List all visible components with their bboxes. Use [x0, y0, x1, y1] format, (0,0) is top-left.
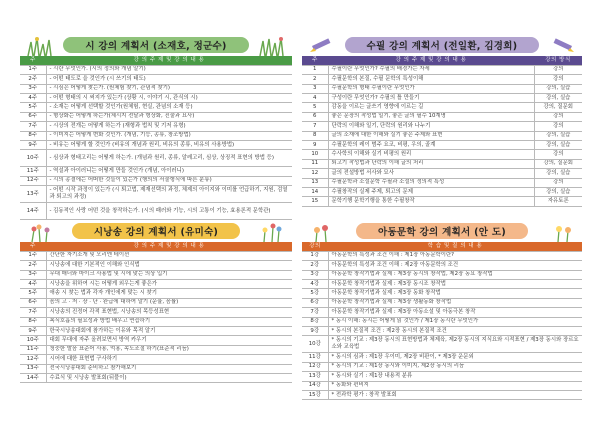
- week-cell: 2: [302, 75, 328, 84]
- table-row: [302, 362, 582, 371]
- week-cell: 2주: [20, 75, 46, 84]
- method-cell: 자유토론: [534, 197, 582, 206]
- syllabus-table: [302, 56, 582, 207]
- content-cell: 아동문학의 특성과 조건 이해 : 제2장 아동문학의 조건: [328, 261, 582, 270]
- week-cell: 15강: [302, 390, 328, 399]
- week-cell: 3강: [302, 270, 328, 279]
- week-cell: 14주: [20, 203, 46, 220]
- content-cell: 복식호흡의 필요성과 방법 배우고 연습하기: [46, 317, 292, 326]
- content-cell: 퇴고기 작성법과 단락의 이해 글의 처리: [328, 159, 534, 168]
- week-cell: 4주: [20, 280, 46, 289]
- week-cell: 9주: [20, 327, 46, 336]
- week-cell: 12: [302, 169, 328, 178]
- table-body: [302, 65, 582, 206]
- column-header-lecture: 강의: [302, 242, 328, 251]
- table-row: [302, 381, 582, 390]
- content-cell: 아동문학 창작기법과 실제 : 제3장 동화 창작법: [328, 289, 582, 298]
- week-cell: 2강: [302, 261, 328, 270]
- content-cell: * 동시의 기교 : 제1장 동시와 이미지, 제2장 동시의 리듬: [328, 362, 582, 371]
- week-cell: 7강: [302, 308, 328, 317]
- content-cell: 애송 시 찾는 법과 각자 개인에게 맞는 시 찾기: [46, 289, 292, 298]
- content-cell: - 시란 무엇인가. (시의 정의와 개념 알기): [46, 65, 292, 74]
- week-cell: 11주: [20, 167, 46, 176]
- syllabus-table: [302, 242, 582, 400]
- table-row: [302, 336, 582, 353]
- content-cell: 글의 전설방법 서사와 묘사: [328, 169, 534, 178]
- table-row: [20, 280, 292, 289]
- week-cell: 3주: [20, 84, 46, 93]
- panel-title: 수필 강의 계획서 (전일환, 김경희): [345, 37, 540, 53]
- week-cell: 1강: [302, 251, 328, 260]
- table-row: [20, 317, 292, 326]
- method-cell: 강의, 실습: [534, 84, 582, 93]
- table-row: [302, 84, 582, 93]
- week-cell: 8주: [20, 131, 46, 140]
- panel-title: 시 강의 계획서 (소재호, 정군수): [63, 37, 248, 53]
- column-header-content: 강 의 주 제 및 강 의 내 용: [46, 242, 292, 251]
- content-cell: 글의 소재에 대한 이해와 실기 좋은 주제와 표현: [328, 131, 534, 140]
- table-row: [20, 167, 292, 176]
- week-cell: 5주: [20, 103, 46, 112]
- content-cell: 전국시낭송대회 준비하고 참가해보기: [46, 364, 292, 373]
- method-cell: 강의: [534, 65, 582, 74]
- content-cell: 시낭송의 진정어 각적 표현법, 시낭송의 목등성표현: [46, 308, 292, 317]
- week-cell: 3주: [20, 270, 46, 279]
- content-cell: 수료식 및 시낭송 발표회(뒤풀이): [46, 373, 292, 382]
- content-cell: 구성이란 무엇인가? 수필의 틀 만들기: [328, 94, 534, 103]
- week-cell: 12강: [302, 362, 328, 371]
- content-cell: * 동시의 기교 : 제3장 동시의 표현방법과 체제육, 제2장 동시의 지식요와 시적표현 / 제3장 동시와 장르요소와 교육법: [328, 336, 582, 353]
- week-cell: 6강: [302, 298, 328, 307]
- table-row: [20, 261, 292, 270]
- week-cell: 11: [302, 159, 328, 168]
- table-body: [20, 251, 292, 382]
- table-row: [20, 112, 292, 121]
- method-cell: 강의, 실습: [534, 94, 582, 103]
- content-cell: 아동문학 창작기법과 실제 : 제3장 아동소설 및 아동극본 창작: [328, 308, 582, 317]
- syllabus-table: [20, 242, 292, 383]
- content-cell: 수필문학의 형태 수필이란 무엇인가: [328, 84, 534, 93]
- table-row: [20, 373, 292, 382]
- content-cell: - 어떤 시작 과정이 있는가 (시 퇴고법, 제재선택의 과정, 체제의 아이지와 이미를 언급하기, 지원, 검열과 퇴고의 과정): [46, 186, 292, 203]
- column-header-content: 강 의 주 제 및 강 의 내 용: [328, 56, 534, 65]
- week-cell: 11강: [302, 353, 328, 362]
- week-cell: 4강: [302, 280, 328, 289]
- table-row: [302, 150, 582, 159]
- week-cell: 6: [302, 112, 328, 121]
- flower-decoration-icon: [548, 222, 576, 242]
- grass-decoration-icon: [258, 36, 286, 56]
- table-row: [302, 251, 582, 260]
- content-cell: * 전과학 평가 : 창작 발표회: [328, 390, 582, 399]
- table-row: [20, 94, 292, 103]
- content-cell: - 시심은 어떻게 찾는가. (원체험 찾기, 관념적 찾기): [46, 84, 292, 93]
- week-cell: 9강: [302, 327, 328, 336]
- content-cell: 무대 매너와 마이크 사용법 및 시에 맞는 의상 입기: [46, 270, 292, 279]
- pencil-decoration-icon: [548, 36, 576, 56]
- content-cell: * 동시와 실기 : 제1장 내용적 분류: [328, 372, 582, 381]
- table-row: [302, 270, 582, 279]
- column-header-week: 주: [20, 56, 46, 65]
- week-cell: 1: [302, 65, 328, 74]
- table-row: [20, 336, 292, 345]
- week-cell: 4주: [20, 94, 46, 103]
- content-cell: 아동문학 창작기법과 실제 : 제3장 동시조 창작법: [328, 280, 582, 289]
- table-row: [302, 75, 582, 84]
- column-header-content: 학 습 및 질 의 내 용: [328, 242, 582, 251]
- content-cell: 아동문학 창작기법과 실제 : 제3장 생활동화 창작법: [328, 298, 582, 307]
- flower-decoration-icon: [26, 222, 54, 242]
- method-cell: 강의, 질문회: [534, 103, 582, 112]
- table-row: [302, 187, 582, 196]
- content-cell: - 이미지는 어떻게 변화 것인가. (개념, 기능, 종류, 창조방법): [46, 131, 292, 140]
- table-row: [302, 298, 582, 307]
- content-cell: 문학기행 문학기행을 통한 수필창작: [328, 197, 534, 206]
- content-cell: - 어떤 태도로 을 것인가 (시 쓰기의 태도): [46, 75, 292, 84]
- week-cell: 5: [302, 103, 328, 112]
- table-row: [302, 390, 582, 399]
- table-row: [302, 372, 582, 381]
- content-cell: - 심상과 형태고리는 어떻게 하는가. (개념과 원리, 종류, 알레고리, 심상, 상징적 표현의 방법 등): [46, 150, 292, 167]
- table-row: [20, 176, 292, 185]
- panel-poetry: [20, 34, 292, 220]
- week-cell: 9: [302, 141, 328, 150]
- table-row: [302, 169, 582, 178]
- panel-header: [302, 220, 582, 242]
- table-row: [302, 261, 582, 270]
- content-cell: 시낭송을 위하여 시는 어떻게 외우는게 좋은가: [46, 280, 292, 289]
- week-cell: 9주: [20, 141, 46, 150]
- content-cell: 좋은 문장의 작성법 일기, 좋은 글의 필수 10계명: [328, 112, 534, 121]
- content-cell: * 동시 이해: 동시는 어떻게 읽 것인가 / 제1장 동시란 무엇인가: [328, 317, 582, 326]
- method-cell: 강의, 질문회: [534, 159, 582, 168]
- table-row: [20, 122, 292, 131]
- content-cell: 아동문학 창작기법과 실제 : 제3장 동시의 창작법, 제2장 동요 창작법: [328, 270, 582, 279]
- content-cell: * 동시의 본질적 조건 : 제2장 동시의 본질적 조건: [328, 327, 582, 336]
- content-cell: 청중한 발음 표준어 사용, 억용, 속도조절 하기(표준적 리듬): [46, 345, 292, 354]
- method-cell: 강의: [534, 150, 582, 159]
- method-cell: 강의, 실습: [534, 187, 582, 196]
- content-cell: - 비유는 어떻게 할 것인가 (비유의 개념과 원리, 비유의 종류, 비유의 사용방법): [46, 141, 292, 150]
- table-row: [20, 65, 292, 74]
- column-header-method: 강의 방식: [534, 56, 582, 65]
- week-cell: 6주: [20, 112, 46, 121]
- week-cell: 1주: [20, 65, 46, 74]
- week-cell: 8: [302, 131, 328, 140]
- week-cell: 13: [302, 178, 328, 187]
- week-cell: 7주: [20, 122, 46, 131]
- content-cell: 수사학의 이해와 실기 비평의 원리: [328, 150, 534, 159]
- content-cell: 대회 무대에 자주 올려보면서 방역 카우기: [46, 336, 292, 345]
- week-cell: 10주: [20, 150, 46, 167]
- content-cell: 시낭송에 대한 기본적인 이해와 인식법: [46, 261, 292, 270]
- table-row: [20, 298, 292, 307]
- method-cell: 강의: [534, 178, 582, 187]
- content-cell: - 역설과 아이러니는 어떻게 만들 것인가 (개념, 아이러니): [46, 167, 292, 176]
- week-cell: 14주: [20, 373, 46, 382]
- content-cell: 수필문학의 레이 범주 요코, 비평, 우의, 골계: [328, 141, 534, 150]
- table-row: [20, 203, 292, 220]
- panel-essay: [302, 34, 582, 207]
- content-cell: * 동화와 편비지: [328, 381, 582, 390]
- table-row: [302, 131, 582, 140]
- table-row: [302, 327, 582, 336]
- table-row: [302, 94, 582, 103]
- table-row: [20, 84, 292, 93]
- table-row: [20, 75, 292, 84]
- panel-childrens-literature: [302, 220, 582, 400]
- panel-header: [20, 220, 292, 242]
- content-cell: - 시의 종결에는 어떠한 것들이 있는가 (행의의 서술형식에 따른 분류): [46, 176, 292, 185]
- content-cell: - 어떤 형태의 시 써지가 있는가 (상황 시, 이야기 시, 관식의 시): [46, 94, 292, 103]
- content-cell: 수필문학의 본질, 수필 문학의 특성이해: [328, 75, 534, 84]
- table-row: [20, 270, 292, 279]
- week-cell: 7: [302, 122, 328, 131]
- table-row: [302, 141, 582, 150]
- table-row: [20, 355, 292, 364]
- table-row: [302, 308, 582, 317]
- table-row: [20, 251, 292, 260]
- week-cell: 11주: [20, 345, 46, 354]
- content-cell: 감동을 이르는 글쓰기 영향에 이르는 길: [328, 103, 534, 112]
- column-header-content: 강 의 주 제 및 강 의 내 용: [46, 56, 292, 65]
- content-cell: - 소재는 어떻게 선택할 것인가(원체험, 현실, 관념의 소재 등): [46, 103, 292, 112]
- week-cell: 13주: [20, 364, 46, 373]
- week-cell: 8강: [302, 317, 328, 326]
- panel-header: [20, 34, 292, 56]
- table-row: [20, 364, 292, 373]
- table-row: [20, 186, 292, 203]
- flower-decoration-icon: [258, 222, 286, 242]
- week-cell: 13강: [302, 372, 328, 381]
- week-cell: 6주: [20, 298, 46, 307]
- table-row: [20, 103, 292, 112]
- week-cell: 7주: [20, 308, 46, 317]
- column-header-week: 주: [20, 242, 46, 251]
- pencil-decoration-icon: [308, 36, 336, 56]
- week-cell: 10주: [20, 336, 46, 345]
- method-cell: 강의, 실습: [534, 141, 582, 150]
- content-cell: 수필창작의 실제 주제, 퇴고의 문제: [328, 187, 534, 196]
- grass-decoration-icon: [26, 36, 54, 56]
- content-cell: 간단한 자기소개 및 오리엔 테이션: [46, 251, 292, 260]
- content-cell: 음의 고 · 저 · 장 · 단 · 완급에 대하여 알기 (운율, 음률): [46, 298, 292, 307]
- table-row: [302, 197, 582, 206]
- flower-decoration-icon: [308, 222, 336, 242]
- method-cell: 강의: [534, 122, 582, 131]
- syllabus-table: [20, 56, 292, 220]
- content-cell: 수필문학과 소설문학 수필과 소설의 정의적 특성: [328, 178, 534, 187]
- table-row: [20, 308, 292, 317]
- content-cell: - 시상의 전개는 어떻게 하는가 (재형과 법칙 및 기저 유형): [46, 122, 292, 131]
- table-row: [302, 103, 582, 112]
- week-cell: 14: [302, 187, 328, 196]
- content-cell: - 형상화는 어떻게 하는가(체시지 전달과 형상화, 진술과 묘사): [46, 112, 292, 121]
- table-row: [20, 345, 292, 354]
- table-row: [20, 131, 292, 140]
- content-cell: 수필이란 무엇인가? 수필의 배경가는 자세: [328, 65, 534, 74]
- table-row: [302, 280, 582, 289]
- method-cell: 강의: [534, 112, 582, 121]
- table-row: [302, 112, 582, 121]
- panel-title: 시낭송 강의 계획서 (유미숙): [72, 223, 240, 239]
- table-row: [302, 289, 582, 298]
- week-cell: 10: [302, 150, 328, 159]
- table-row: [302, 65, 582, 74]
- week-cell: 14강: [302, 381, 328, 390]
- content-cell: 단락의 이해와 일기, 단락의 원리와 나누기: [328, 122, 534, 131]
- week-cell: 12주: [20, 176, 46, 185]
- content-cell: * 동시의 심과 : 제1장 우이미, 제2장 비판이, * 제3장 운문외: [328, 353, 582, 362]
- week-cell: 10강: [302, 336, 328, 353]
- week-cell: 5주: [20, 289, 46, 298]
- table-row: [20, 289, 292, 298]
- week-cell: 12주: [20, 355, 46, 364]
- table-row: [20, 327, 292, 336]
- method-cell: 강의, 실습: [534, 169, 582, 178]
- table-row: [20, 150, 292, 167]
- week-cell: 13주: [20, 186, 46, 203]
- table-row: [302, 178, 582, 187]
- method-cell: 강의: [534, 75, 582, 84]
- week-cell: 3: [302, 84, 328, 93]
- content-cell: 아동문학의 특성과 조건 이해 : 제1장 아동문학이란?: [328, 251, 582, 260]
- week-cell: 5강: [302, 289, 328, 298]
- table-body: [302, 251, 582, 399]
- table-row: [20, 141, 292, 150]
- panel-header: [302, 34, 582, 56]
- panel-title: 아동문학 강의 계획서 (안 도): [356, 223, 528, 239]
- content-cell: - 김동적인 사랑 어떤 것을 창작하는가. (시의 패러와 기능, 시의 고통이 기능, 효용론적 문학관): [46, 203, 292, 220]
- table-row: [302, 353, 582, 362]
- column-header-week: 주: [302, 56, 328, 65]
- table-row: [302, 122, 582, 131]
- week-cell: 2주: [20, 261, 46, 270]
- week-cell: 15: [302, 197, 328, 206]
- content-cell: 시어에 대한 표현법 구사하기: [46, 355, 292, 364]
- week-cell: 8주: [20, 317, 46, 326]
- table-row: [302, 317, 582, 326]
- week-cell: 4: [302, 94, 328, 103]
- table-row: [302, 159, 582, 168]
- week-cell: 1주: [20, 251, 46, 260]
- panel-recitation: [20, 220, 292, 383]
- content-cell: 한국시낭송대회에 참가하는 이유와 목적 알기: [46, 327, 292, 336]
- method-cell: 강의, 실습: [534, 131, 582, 140]
- table-body: [20, 65, 292, 219]
